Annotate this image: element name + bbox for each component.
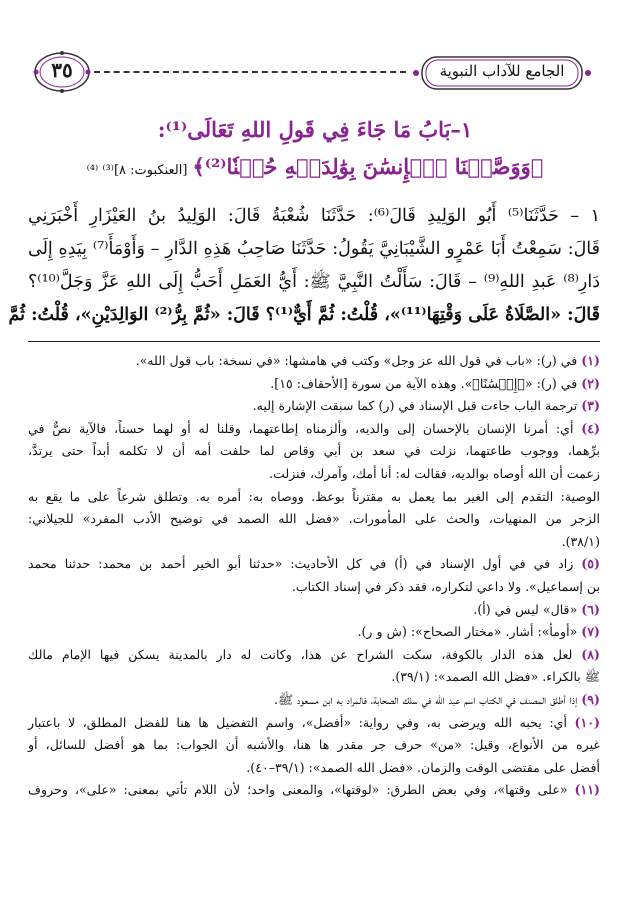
footnote-line: (٦) «قال» ليس في (أ).: [473, 601, 600, 617]
footnote-line: ﷺ بالكراء. «فضل الله الصمد»: (٣٩/١).: [391, 669, 600, 685]
footnote: [28, 644, 600, 689]
footnote-line: (٣٨/١).: [561, 533, 600, 549]
footnote-marker: (٣): [581, 398, 600, 414]
footnote: [28, 418, 600, 554]
footnote-line: (٧) «أومأ»: أشار. «مختار الصحاح»: (ش و ر).: [357, 624, 600, 640]
footnote: [28, 712, 600, 780]
footnote: [28, 621, 600, 644]
footnote-line: الزجر من المنهيات، والحث على المأمورات. «فضل الله الصمد في توضيح الأدب المفرد» للجيلاني:: [28, 511, 600, 527]
page-number: ٣٥: [51, 58, 73, 82]
footnote: [28, 689, 600, 712]
footnote: [28, 599, 600, 622]
hadith-line: دَارِ⁽⁸⁾ عَبدِ اللهِ⁽⁹⁾ – قَالَ: سَأَلْتُ النَّبِيَّ ﷺ: أَيُّ العَمَلِ أَحَبُّ إِلَى اللهِ عَزَّ وَجَلَّ⁽¹⁰⁾؟: [28, 272, 601, 292]
footnote-line: (٨) لعل هذه الدار بالكوفة، سكت الشراح عن هذا، وكانت له دار بالمدينة يسكن فيها الإمام مالك: [28, 646, 600, 662]
footnote: [28, 779, 600, 802]
page-header: [28, 44, 600, 100]
footnote: [28, 553, 600, 598]
footnote-line: (٥) زاد في في أول الإسناد في (أ) في كل الأحاديث: «حدثنا أبو الخير أحمد بن محمد: حدثنا محمد: [28, 556, 600, 572]
footnote-marker: (٢): [581, 375, 600, 391]
footnote-line: (١٠) أي: يحبه الله ويرضى به، وفي رواية: «أفضل»، واسم التفضيل ها هنا للفضل المطلق، لا باعتبار: [28, 714, 600, 730]
footnotes: [28, 350, 600, 802]
footnote-marker: (١٠): [574, 714, 600, 730]
book-title-cartouche: [410, 54, 594, 92]
footnote-line: (٣) ترجمة الباب جاءت قبل الإسناد في (ر) كما سبقت الإشارة إليه.: [252, 398, 600, 414]
hadith-text: [8, 200, 601, 332]
footnote-line: (٢) في (ر): «﴿إِحۡسَٰنًا﴾». وهذه الآية من سورة [الأحقاف: ١٥].: [270, 375, 600, 391]
footnote-marker: (٩): [581, 691, 600, 707]
footnote-line: (٤) أي: أمرنا الإنسان بالإحسان إلى والديه، وألزمناه إطاعتهما، وقلنا له أو لهما حسناً، فالآية نصٌّ في: [28, 420, 600, 436]
footnote-marker: (٥): [581, 556, 600, 572]
footnote-line: الوصية: التقدم إلى الغير بما يعمل به مقترناً بوعظ. ووصاه به: أمره به. وتطلق شرعاً على ما يقع به: [28, 488, 600, 504]
footnote-marker: (١): [581, 353, 600, 368]
footnote-line: (٩) إذا أطلق المصنف في الكتاب اسم عبد الله في سلك الصحابة، فالمراد به ابن مسعود ﷺ.: [273, 691, 600, 707]
footnote-line: غيره من الأنواع، وقيل: «من» حرف جر مقدر ها هنا، والأشبه أن الجواب: بما هو أفضل للسائل، أو: [28, 737, 600, 753]
footnote: [28, 373, 600, 396]
footnote: [28, 395, 600, 418]
book-title: الجامع للآداب النبوية: [439, 62, 565, 80]
footnote-line: (١١) «على وقتها»، وفي بعض الطرق: «لوقتها»، والمعنى واحد؛ لأن اللام تأتي بمعنى: «على»، وحروف: [28, 782, 600, 798]
page-number-medallion: [32, 50, 92, 94]
footnote-line: أفضل على مقتضى الوقت والزمان. «فضل الله الصمد»: (٣٩/١–٤٠).: [246, 759, 600, 775]
footnote-line: بن إسماعيل». ولا داعي لتكراره، فقد ذكر في إسناد الكتاب.: [291, 578, 600, 594]
quran-verse: ﴿وَوَصَّيۡنَا ٱلۡإِنسَٰنَ بِوَٰلِدَيۡهِ حُسۡنٗا⁽²⁾﴾: [192, 154, 544, 179]
hadith-line: قَالَ: سَمِعْتُ أَبَا عَمْرٍو الشَّيْبَانِيَّ يَقُولُ: حَدَّثَنَا صَاحِبُ هَذِهِ الدَّارِ – وَأَوْمَأَ⁽⁷⁾ بِيَدِهِ إِلَى: [28, 239, 601, 259]
footnote-marker: (٧): [581, 624, 600, 640]
footnote-line: زعمت أن الله أوصاه بوالديه، فقالت له: أنا أمك، وآمرك، فنزلت.: [269, 465, 600, 481]
hadith-line: قَالَ: «الصَّلَاةُ عَلَى وَقْتِهَا⁽¹¹⁾»، قُلْتُ: ثُمَّ أَيٌّ⁽¹⁾؟ قَالَ: «ثُمَّ بِرُّ⁽²⁾ الوَالِدَيْنِ»، قُلْتُ: ثُمَّ: [8, 305, 600, 325]
footnote-line: برِّهما، ووجوب طاعتهما، نزلت في سعد بن أبي وقاص لما حلفت أمه أن لا تكلمه أبداً حتى يرتدَّ،: [28, 443, 600, 459]
header-dashed-rule: [94, 71, 406, 73]
footnote-marker: (٤): [581, 420, 600, 436]
footnote-marker: (١١): [574, 782, 600, 798]
quran-verse-line: [30, 152, 600, 186]
footnote-marker: (٨): [581, 646, 600, 662]
footnote-line: (١) في (ر): «باب في قول الله عز وجل» وكتب في هامشها: «في نسخة: باب قول الله».: [135, 353, 600, 368]
footnote: [28, 350, 600, 373]
verse-reference: [العنكبوت: ٨]⁽³⁾ ⁽⁴⁾: [86, 163, 188, 178]
hadith-line: ١ – حَدَّثَنَا⁽⁵⁾ أَبُو الوَلِيدِ قَالَ⁽⁶⁾: حَدَّثَنَا شُعْبَةُ قَالَ: الوَلِيدُ بنُ العَيْزَارِ أَخْبَرَنِي: [28, 206, 600, 226]
chapter-heading: ١–بَابُ مَا جَاءَ فِي قَولِ اللهِ تَعَالَى⁽¹⁾:: [157, 117, 473, 142]
footnote-divider: [28, 341, 600, 342]
footnote-marker: (٦): [581, 601, 600, 617]
